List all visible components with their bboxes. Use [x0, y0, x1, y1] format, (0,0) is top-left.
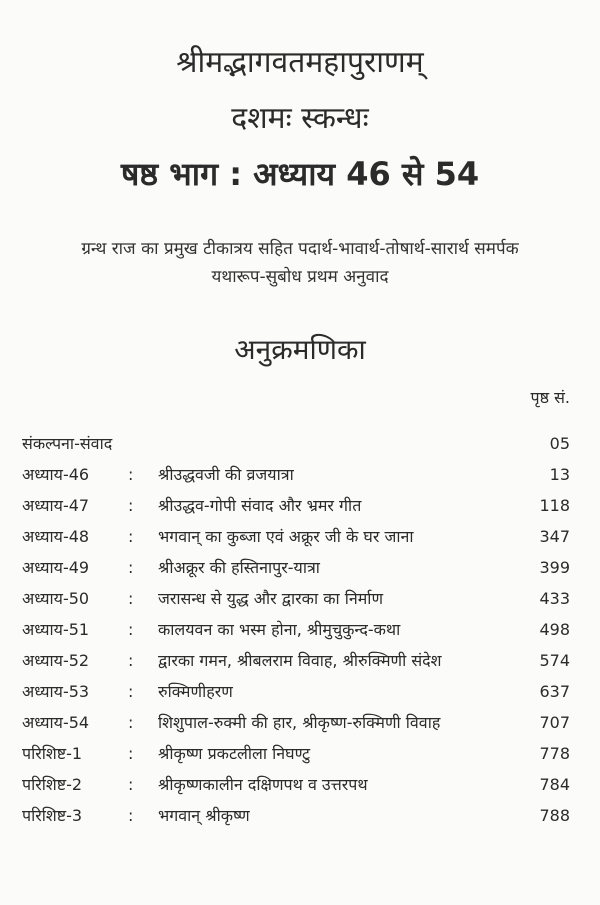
toc-title: श्रीअक्रूर की हस्तिनापुर-यात्रा [158, 558, 320, 577]
toc-separator: : [128, 713, 134, 732]
toc-separator: : [128, 465, 134, 484]
toc-title: कालयवन का भस्म होना, श्रीमुचुकुन्द-कथा [158, 620, 401, 639]
toc-page: 118 [539, 496, 570, 515]
toc-separator: : [128, 620, 134, 639]
toc-separator: : [128, 651, 134, 670]
toc-row [22, 459, 570, 490]
page-number-label: पृष्ठ सं. [530, 388, 570, 407]
toc-row [22, 800, 570, 831]
toc-chapter: परिशिष्ट-3 [22, 806, 83, 825]
toc-page: 347 [539, 527, 570, 546]
toc-row [22, 769, 570, 800]
toc-separator: : [128, 682, 134, 701]
toc-chapter: अध्याय-47 [22, 496, 90, 515]
toc-title: भगवान् श्रीकृष्ण [158, 806, 250, 825]
toc-row [22, 645, 570, 676]
toc-separator: : [128, 806, 134, 825]
toc-page: 778 [539, 744, 570, 763]
toc-title: श्रीउद्धवजी की व्रजयात्रा [158, 465, 294, 484]
toc-title: जरासन्ध से युद्ध और द्वारका का निर्माण [158, 589, 384, 608]
toc-chapter: अध्याय-52 [22, 651, 90, 670]
description-line-2: यथारूप-सुबोध प्रथम अनुवाद [211, 267, 389, 287]
toc-page: 433 [539, 589, 570, 608]
toc-entries [22, 459, 570, 831]
book-subtitle: दशमः स्कन्धः [231, 101, 369, 136]
toc-row [22, 707, 570, 738]
book-part: षष्ठ भाग : अध्याय 46 से 54 [120, 155, 480, 193]
toc-separator: : [128, 527, 134, 546]
toc-intro-title: संकल्पना-संवाद [22, 434, 113, 453]
toc-page: 788 [539, 806, 570, 825]
toc-separator: : [128, 589, 134, 608]
description-line-1: ग्रन्थ राज का प्रमुख टीकात्रय सहित पदार्थ-भावार्थ-तोषार्थ-सारार्थ समर्पक [81, 239, 519, 259]
toc-title: श्रीउद्धव-गोपी संवाद और भ्रमर गीत [158, 496, 362, 515]
toc-page: 13 [549, 465, 570, 484]
toc-page: 707 [539, 713, 570, 732]
toc-page: 399 [539, 558, 570, 577]
toc-title: श्रीकृष्णकालीन दक्षिणपथ व उत्तरपथ [158, 775, 368, 794]
toc-title: शिशुपाल-रुक्मी की हार, श्रीकृष्ण-रुक्मिणी विवाह [158, 713, 441, 732]
toc-chapter: परिशिष्ट-2 [22, 775, 83, 794]
toc-title: भगवान् का कुब्जा एवं अक्रूर जी के घर जाना [158, 527, 414, 546]
toc-chapter: अध्याय-54 [22, 713, 90, 732]
toc-separator: : [128, 775, 134, 794]
toc-title: रुक्मिणीहरण [158, 682, 233, 701]
toc-chapter: अध्याय-48 [22, 527, 90, 546]
toc-separator: : [128, 558, 134, 577]
toc-page: 498 [539, 620, 570, 639]
toc-page: 637 [539, 682, 570, 701]
toc-row [22, 614, 570, 645]
toc-row [22, 490, 570, 521]
toc-page: 784 [539, 775, 570, 794]
toc-chapter: परिशिष्ट-1 [22, 744, 83, 763]
toc-row [22, 552, 570, 583]
book-title: श्रीमद्भागवतमहापुराणम् [176, 45, 424, 80]
toc-separator: : [128, 496, 134, 515]
toc-row [22, 521, 570, 552]
toc-chapter: अध्याय-53 [22, 682, 90, 701]
toc-row [22, 583, 570, 614]
toc-chapter: अध्याय-51 [22, 620, 90, 639]
toc-chapter: अध्याय-49 [22, 558, 90, 577]
table-of-contents [22, 428, 570, 831]
toc-row [22, 676, 570, 707]
toc-title: श्रीकृष्ण प्रकटलीला निघण्टु [158, 744, 311, 763]
toc-title: द्वारका गमन, श्रीबलराम विवाह, श्रीरुक्मिणी संदेश [158, 651, 442, 670]
toc-chapter: अध्याय-50 [22, 589, 90, 608]
toc-row [22, 738, 570, 769]
toc-row-intro [22, 428, 570, 459]
toc-separator: : [128, 744, 134, 763]
toc-intro-page: 05 [549, 434, 570, 453]
toc-chapter: अध्याय-46 [22, 465, 90, 484]
toc-page: 574 [539, 651, 570, 670]
toc-heading: अनुक्रमणिका [234, 333, 366, 366]
